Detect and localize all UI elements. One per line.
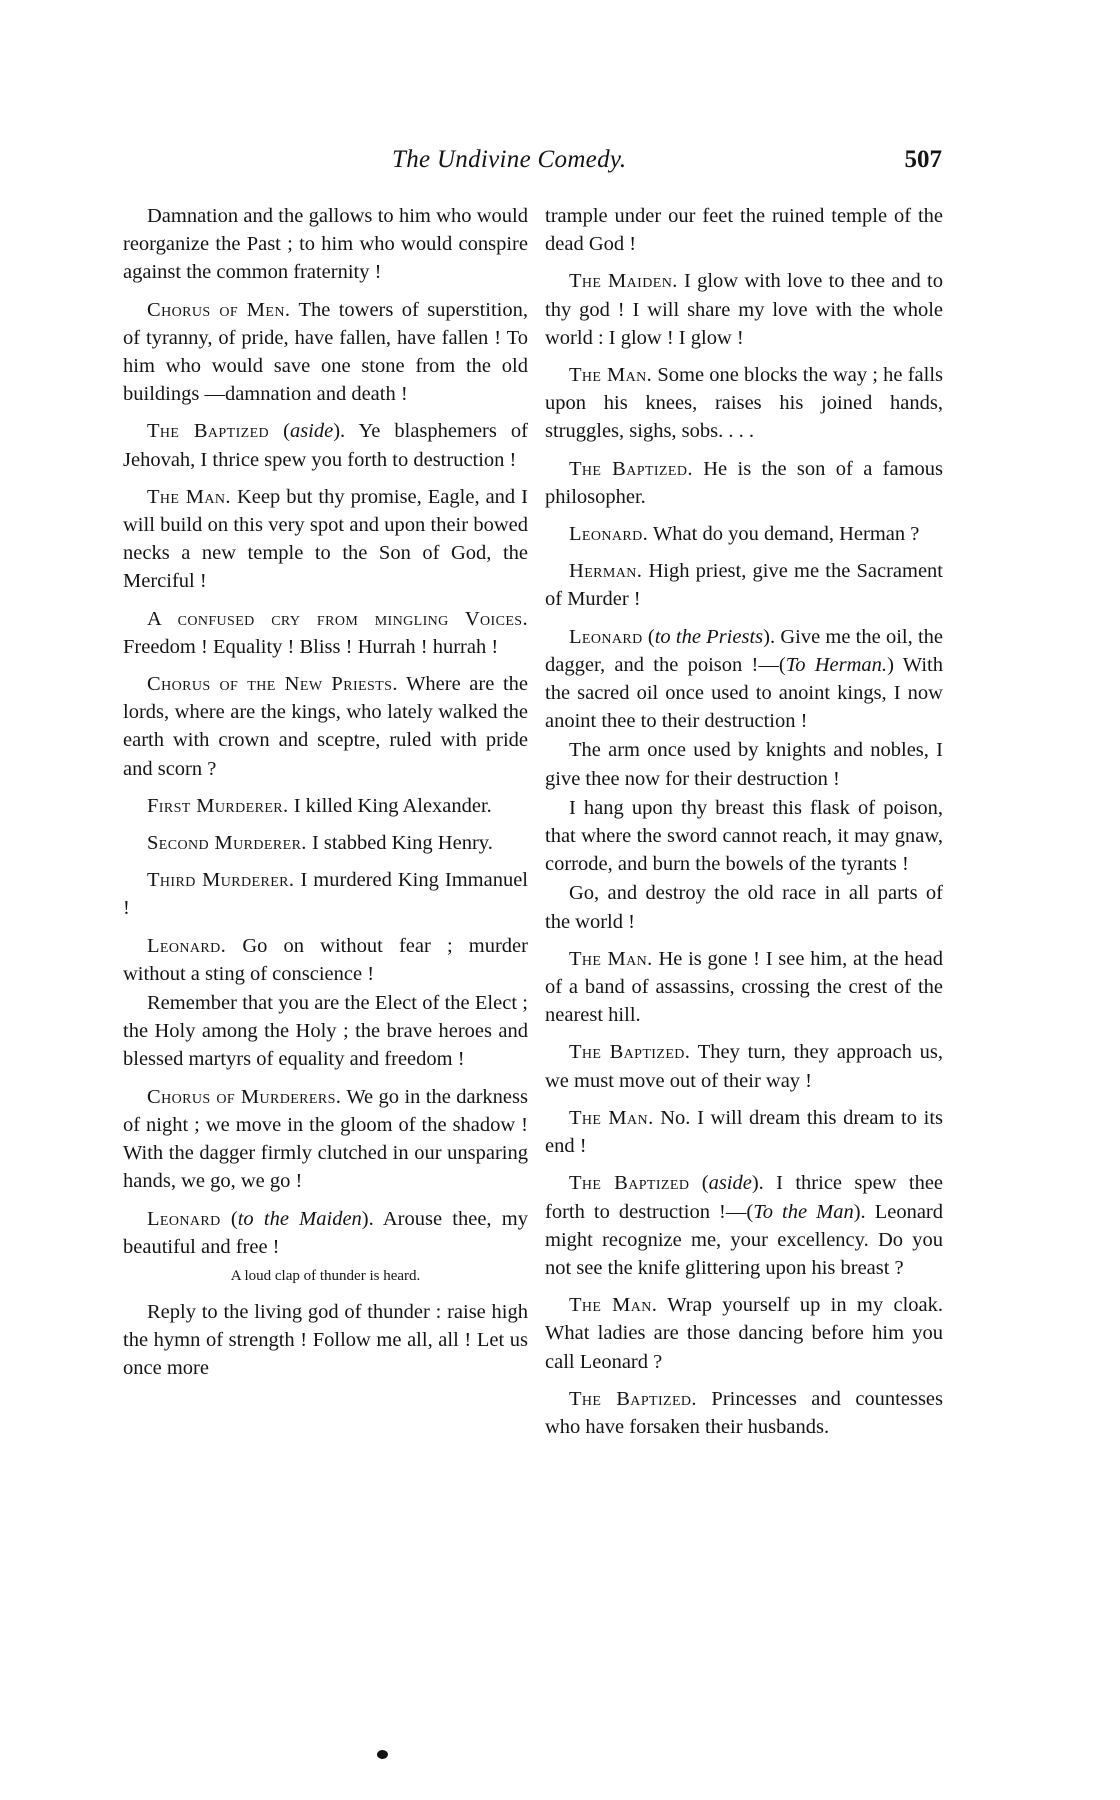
stage-direction-inline: aside bbox=[289, 420, 334, 443]
speech bbox=[545, 267, 943, 352]
stage-direction: A loud clap of thunder is heard. bbox=[230, 1267, 421, 1284]
speech-text: High priest, give me the Sacrament of Murder ! bbox=[545, 560, 943, 611]
punctuation: ). bbox=[763, 625, 776, 648]
speaker-name: Chorus of Men. bbox=[147, 298, 291, 321]
speech-text: Go on without fear ; murder without a sting of conscience ! bbox=[123, 934, 528, 985]
speaker-name: The Man. bbox=[569, 1106, 654, 1129]
speaker-name: The Baptized. bbox=[569, 1387, 697, 1410]
speech-text: He is gone ! I see him, at the head of a band of assassins, crossing the crest of the nearest hill. bbox=[545, 947, 943, 1027]
paragraph-text: The arm once used by knights and nobles, I give thee now for their destruction ! bbox=[545, 739, 943, 790]
speaker-name: The Maiden. bbox=[569, 270, 678, 293]
punctuation: ( bbox=[220, 1207, 238, 1230]
paragraph-text: Remember that you are the Elect of the Elect ; the Holy among the Holy ; the brave heroes and blessed martyrs of equality and freedom ! bbox=[123, 992, 528, 1071]
paragraph bbox=[545, 879, 943, 935]
speech-text: Arouse thee, my beautiful and free ! bbox=[123, 1207, 528, 1258]
speech-text: We go in the darkness of night ; we move in the gloom of the shadow ! With the dagger firmly clutched in our unsparing hands, we go, we go ! bbox=[123, 1085, 528, 1193]
paragraph bbox=[123, 989, 528, 1074]
speech bbox=[123, 932, 528, 988]
speech bbox=[545, 1385, 943, 1441]
speaker-name: The Baptized bbox=[569, 1172, 690, 1195]
ink-dot-mark bbox=[377, 1750, 388, 1759]
speech bbox=[123, 792, 528, 820]
speech bbox=[545, 1104, 943, 1160]
page-number: 507 bbox=[904, 146, 942, 173]
speech-text: I thrice spew thee forth to destruction !—( bbox=[545, 1172, 944, 1223]
speaker-name: First Murderer. bbox=[147, 794, 289, 817]
speaker-name: The Man. bbox=[569, 364, 653, 387]
speech bbox=[123, 866, 528, 922]
punctuation: ( bbox=[642, 625, 655, 648]
speech-text: Ye blasphemers of Jehovah, I thrice spew you forth to destruction ! bbox=[123, 420, 528, 471]
speech bbox=[123, 605, 528, 661]
speech-text: Keep but thy promise, Eagle, and I will build on this very spot and upon their bowed necks a new temple to the Son of God, the Merciful ! bbox=[123, 485, 528, 593]
paragraph bbox=[545, 794, 943, 879]
speech-text: Freedom ! Equality ! Bliss ! Hurrah ! hurrah ! bbox=[123, 635, 499, 658]
stage-direction-inline: To Herman. bbox=[785, 653, 888, 676]
speech bbox=[545, 1038, 943, 1094]
speaker-name: The Baptized. bbox=[569, 457, 693, 480]
speech bbox=[123, 670, 528, 783]
speech-text: I glow with love to thee and to thy god ! I will share my love with the whole world : I glow ! I glow ! bbox=[545, 270, 944, 349]
speech-text: ). Leonard might recognize me, your excellency. Do you not see the knife glittering upon his breast ? bbox=[545, 1200, 944, 1279]
right-column bbox=[545, 202, 943, 1450]
speech-text: I killed King Alexander. bbox=[288, 794, 492, 817]
speech-text: Princesses and countesses who have forsaken their husbands. bbox=[545, 1387, 943, 1438]
punctuation: ). bbox=[361, 1207, 374, 1230]
running-title: The Undivine Comedy. bbox=[392, 146, 627, 173]
speech bbox=[545, 557, 943, 613]
speech bbox=[123, 829, 528, 857]
speech bbox=[123, 483, 528, 596]
speech-text: Some one blocks the way ; he falls upon his knees, raises his joined hands, struggles, sighs, sobs. . . . bbox=[545, 364, 943, 443]
speech bbox=[123, 1205, 528, 1261]
speech bbox=[545, 520, 943, 548]
speaker-name: Chorus of Murderers. bbox=[147, 1085, 342, 1108]
punctuation: ). bbox=[751, 1172, 764, 1195]
speech-text: Wrap yourself up in my cloak. What ladies are those dancing before him you call Leonard ? bbox=[545, 1294, 943, 1373]
speech-text: ) With the sacred oil once used to anoint kings, I now anoint thee to their destruction ! bbox=[545, 653, 943, 733]
speech-text: I stabbed King Henry. bbox=[306, 832, 493, 855]
speech bbox=[545, 361, 943, 446]
speaker-name: Second Murderer. bbox=[147, 832, 307, 855]
speaker-name: Leonard bbox=[569, 625, 643, 648]
speaker-name: Leonard bbox=[147, 1207, 221, 1230]
stage-direction-inline: aside bbox=[708, 1172, 752, 1195]
paragraph-text: Damnation and the gallows to him who would reorganize the Past ; to him who would conspire against the common fraternity ! bbox=[123, 205, 528, 284]
stage-direction-inline: to the Maiden bbox=[237, 1207, 362, 1230]
punctuation: ( bbox=[689, 1172, 709, 1195]
speech-text: They turn, they approach us, we must move out of their way ! bbox=[545, 1041, 943, 1092]
speaker-name: The Baptized bbox=[147, 420, 270, 443]
paragraph bbox=[545, 202, 943, 258]
speaker-name: Leonard. bbox=[569, 523, 649, 546]
speaker-name: The Man. bbox=[147, 485, 231, 508]
left-column bbox=[123, 202, 528, 1392]
speech bbox=[123, 1083, 528, 1196]
speaker-name: Chorus of the New Priests. bbox=[147, 673, 398, 696]
speaker-name: Third Murderer. bbox=[147, 869, 295, 892]
speech bbox=[123, 417, 528, 473]
speech-text: The towers of superstition, of tyranny, of pride, have fallen, have fallen ! To him who would save one stone from the old buildings —damnation and death ! bbox=[123, 298, 528, 406]
paragraph bbox=[545, 736, 943, 792]
speaker-name: The Baptized. bbox=[569, 1041, 691, 1064]
speech bbox=[545, 623, 943, 736]
speaker-name: Herman. bbox=[569, 560, 643, 583]
paragraph-text: I hang upon thy breast this flask of poison, that where the sword cannot reach, it may gnaw, corrode, and burn the bowels of the tyrants ! bbox=[545, 796, 943, 876]
speech-text: He is the son of a famous philosopher. bbox=[545, 457, 944, 508]
running-head bbox=[123, 146, 942, 178]
paragraph-text: Reply to the living god of thunder : raise high the hymn of strength ! Follow me all, all ! Let us once more bbox=[123, 1300, 528, 1380]
paragraph-text: Go, and destroy the old race in all parts of the world ! bbox=[545, 882, 943, 933]
stage-direction-inline: to the Priests bbox=[654, 625, 764, 648]
stage-direction-inline: To the Man bbox=[753, 1200, 854, 1223]
paragraph bbox=[123, 202, 528, 287]
speaker-name: The Man. bbox=[569, 1294, 658, 1317]
speech bbox=[123, 296, 528, 409]
paragraph bbox=[123, 1298, 528, 1383]
punctuation: ( bbox=[269, 420, 290, 443]
speaker-name: A confused cry from mingling Voices. bbox=[147, 607, 528, 630]
speech-text: No. I will dream this dream to its end ! bbox=[545, 1106, 943, 1158]
paragraph-text: trample under our feet the ruined temple of the dead God ! bbox=[545, 205, 943, 256]
speaker-name: The Man. bbox=[569, 947, 653, 970]
speech bbox=[545, 1169, 943, 1282]
speech-text: I murdered King Immanuel ! bbox=[123, 869, 528, 920]
punctuation: ). bbox=[333, 420, 346, 443]
speech bbox=[545, 945, 943, 1030]
speech-text: Where are the lords, where are the kings, who lately walked the earth with crown and sceptre, ruled with pride and scorn ? bbox=[123, 673, 528, 780]
speech-text: What do you demand, Herman ? bbox=[648, 523, 920, 546]
speech-text: Give me the oil, the dagger, and the poison !—( bbox=[545, 625, 943, 676]
speech bbox=[545, 455, 943, 511]
speaker-name: Leonard. bbox=[147, 934, 227, 957]
speech bbox=[545, 1291, 943, 1376]
